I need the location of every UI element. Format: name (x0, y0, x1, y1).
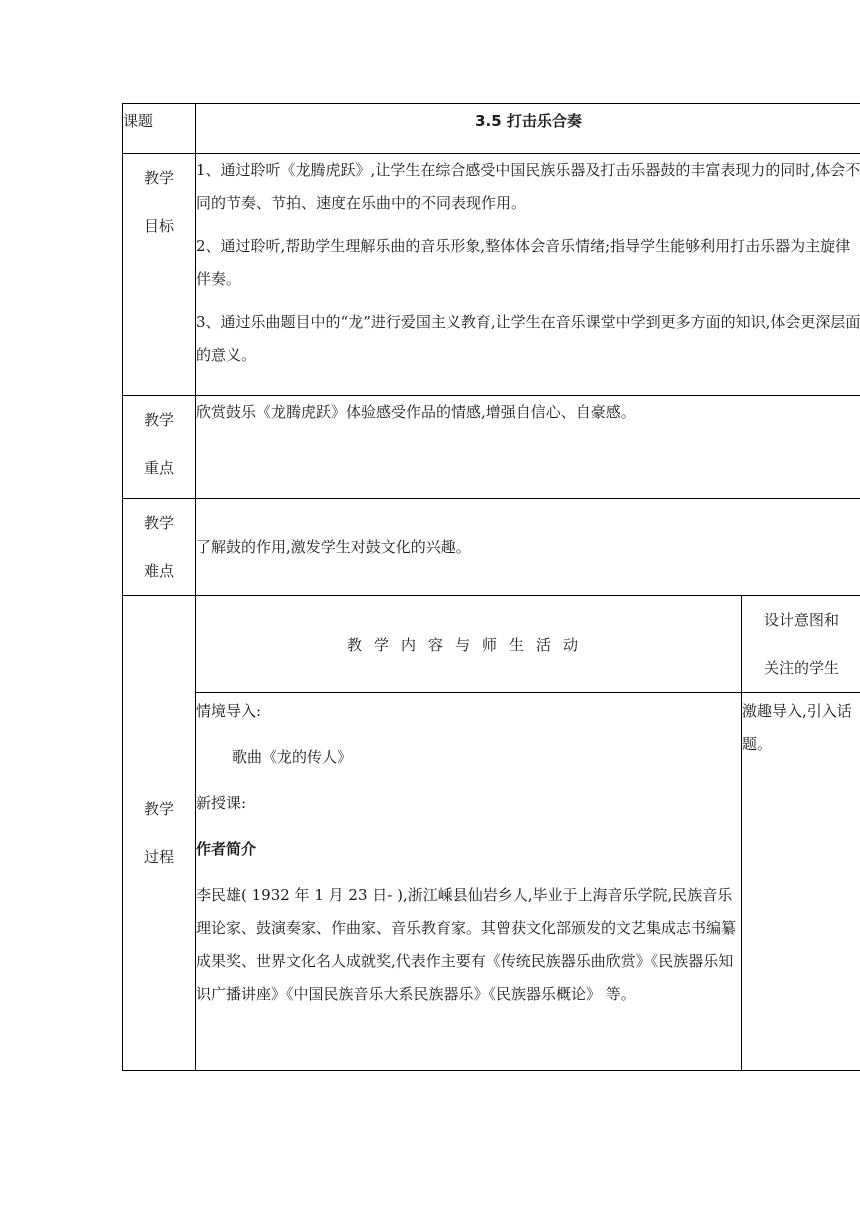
key-points-label-line2: 重点 (143, 459, 174, 477)
key-points-label (123, 396, 196, 499)
author-heading: 作者简介 (196, 840, 257, 858)
process-label-line1: 教学 (143, 800, 174, 818)
design-header-line1: 设计意图和 (764, 611, 840, 629)
design-header-line2: 关注的学生 (764, 659, 840, 677)
objectives-content (196, 154, 860, 396)
intro-song: 歌曲《龙的传人》 (232, 748, 353, 766)
objectives-label-line1: 教学 (143, 169, 174, 187)
process-design-header (742, 596, 860, 693)
process-label (123, 596, 196, 1071)
difficulties-content: 了解鼓的作用,激发学生对鼓文化的兴趣。 (196, 499, 860, 596)
difficulties-label-line1: 教学 (143, 514, 174, 532)
process-body-row (123, 693, 860, 1071)
key-points-row (123, 396, 860, 499)
difficulties-label (123, 499, 196, 596)
process-content (196, 693, 742, 1071)
objectives-row (123, 154, 860, 396)
lesson-plan-table (122, 103, 860, 1071)
objectives-label (123, 154, 196, 396)
topic-label: 课题 (123, 104, 196, 154)
difficulties-row (123, 499, 860, 596)
process-header-row (123, 596, 860, 693)
topic-title: 3.5 打击乐合奏 (196, 104, 860, 154)
objectives-label-line2: 目标 (143, 217, 174, 235)
process-label-line2: 过程 (143, 848, 174, 866)
difficulties-label-line2: 难点 (143, 562, 174, 580)
process-content-header: 教学内容与师生活动 (196, 596, 742, 693)
author-bio: 李民雄( 1932 年 1 月 23 日- ),浙江嵊县仙岩乡人,毕业于上海音乐学院,民族音乐理论家、鼓演奏家、作曲家、音乐教育家。其曾获文化部颁发的文艺集成志书编纂成果奖、世界文化名人成就奖,代表作主要有《传统民族器乐曲欣赏》《民族器乐知识广播讲座》《中国民族音乐大系民族器乐》《民族器乐概论》 等。 (196, 886, 737, 1003)
key-points-content: 欣赏鼓乐《龙腾虎跃》体验感受作品的情感,增强自信心、自豪感。 (196, 396, 860, 499)
process-design-note: 激趣导入,引入话题。 (742, 693, 860, 1071)
topic-row (123, 104, 860, 154)
key-points-label-line1: 教学 (143, 411, 174, 429)
objective-item-1: 1、通过聆听《龙腾虎跃》,让学生在综合感受中国民族乐器及打击乐器鼓的丰富表现力的同时,体会不同的节奏、节拍、速度在乐曲中的不同表现作用。 (196, 161, 860, 212)
objective-item-2: 2、通过聆听,帮助学生理解乐曲的音乐形象,整体体会音乐情绪;指导学生能够利用打击乐器为主旋律伴奏。 (196, 237, 851, 288)
objective-item-3: 3、通过乐曲题目中的“龙”进行爱国主义教育,让学生在音乐课堂中学到更多方面的知识,体会更深层面的意义。 (196, 313, 860, 364)
intro-label: 情境导入: (196, 702, 262, 720)
new-lesson-label: 新授课: (196, 794, 247, 812)
